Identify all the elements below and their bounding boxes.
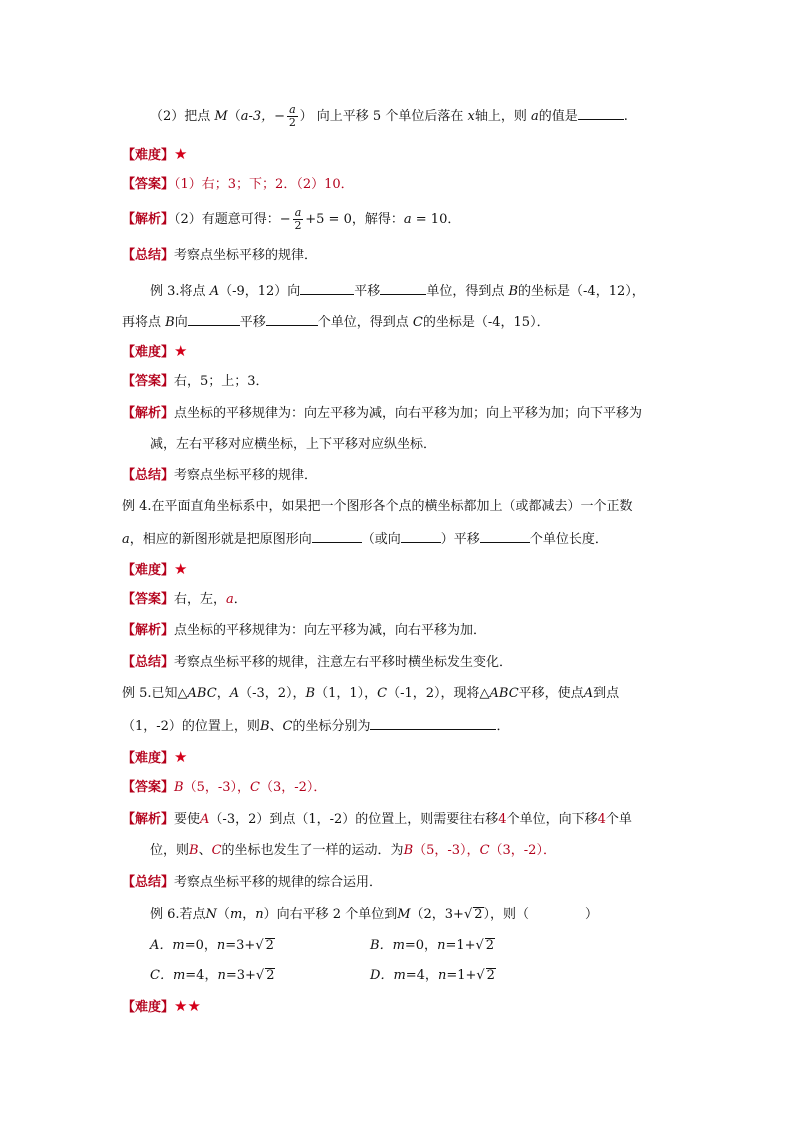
q2-analysis-lead: （2）有题意可得：	[174, 212, 280, 227]
answer-label: 【答案】	[122, 177, 175, 192]
ex5-an-k: （3，-2）．	[489, 843, 556, 858]
ex3-blank-2[interactable]	[380, 280, 426, 295]
q2-period: .	[623, 109, 628, 124]
ex3-text-g: 向	[174, 315, 188, 330]
option-m-value: =4，	[405, 968, 438, 983]
ex5-an-e: 4	[597, 812, 606, 827]
q2-answer-text: （1）右；3；下；2．（2）10．	[174, 177, 354, 192]
star-icon: ★	[174, 560, 188, 578]
ex3-text-b: （-9，12）向	[219, 284, 301, 299]
ex3-answer	[122, 372, 269, 392]
ex6-text-a: 例 6.若点	[150, 907, 206, 922]
ex6-point-m: M	[397, 907, 411, 922]
option-n-value: =1+	[445, 938, 476, 953]
option-m-value: =0，	[184, 938, 217, 953]
ex3-point-b: B	[508, 284, 519, 299]
ex5-an-j: （5，-3），	[413, 843, 480, 858]
ex5-an-point-b: B	[189, 843, 199, 858]
ex3-line2	[122, 311, 550, 331]
ex5-summary-text: 考察点坐标平移的规律的综合运用．	[174, 875, 383, 890]
ex4-line1	[122, 497, 633, 517]
option-m-value: =4，	[185, 968, 218, 983]
radical-icon: √	[476, 968, 485, 983]
option-n: n	[437, 968, 447, 983]
ex5-point-c2: C	[282, 719, 293, 734]
ex3-point-a: A	[209, 284, 220, 299]
star-icon: ★	[174, 145, 188, 163]
ex4-analysis-text: 点坐标的平移规律为：向左平移为减，向右平移为加．	[174, 623, 487, 638]
star-icon: ★★	[174, 997, 201, 1015]
ex5-answer	[122, 778, 326, 798]
difficulty-label: 【难度】	[122, 148, 175, 163]
analysis-label: 【解析】	[122, 812, 175, 827]
ex5-summary	[122, 873, 382, 893]
ex5-an-c: 4	[498, 812, 507, 827]
ex6-radicand: 2	[474, 907, 483, 922]
option-letter: B．	[370, 938, 393, 953]
ex4-text-b: ，相应的新图形就是把原图形向	[129, 532, 312, 547]
answer-label: 【答案】	[122, 374, 175, 389]
q2-paren-open: （	[227, 109, 241, 124]
summary-label: 【总结】	[122, 875, 175, 890]
q2-x-var: x	[467, 109, 475, 124]
ex3-analysis-2	[150, 435, 436, 455]
ex6-var-m: m	[229, 907, 243, 922]
radical-icon: √	[255, 938, 264, 953]
ex4-difficulty	[122, 559, 187, 579]
q2-coord-x: a-3，−	[240, 109, 286, 124]
radical-icon: √	[463, 907, 473, 922]
ex3-blank-1[interactable]	[300, 280, 354, 295]
radical-icon: √	[475, 938, 484, 953]
ex6-difficulty	[122, 996, 201, 1016]
option-letter: D．	[370, 968, 394, 983]
ex6-point-n: N	[205, 907, 217, 922]
ex5-point-c: C	[377, 686, 388, 701]
ex5-an-i: 的坐标也发生了一样的运动．为	[221, 843, 404, 858]
ex5-an-point-c: C	[211, 843, 222, 858]
ex4-line2	[122, 528, 608, 548]
summary-label: 【总结】	[122, 468, 175, 483]
ex6-option-c[interactable]	[150, 966, 275, 986]
ex6-option-d[interactable]	[370, 966, 496, 986]
ex5-point-a2: A	[583, 686, 594, 701]
option-letter: C．	[150, 968, 173, 983]
ex3-difficulty	[122, 341, 187, 361]
ex3-text-c: 平移	[354, 284, 381, 299]
q2-analysis-frac-den: 2	[294, 219, 302, 232]
ex5-an-h: 、	[198, 843, 212, 858]
ex4-answer	[122, 590, 247, 610]
answer-label: 【答案】	[122, 780, 175, 795]
ex6-text-e: （2，3+	[410, 907, 464, 922]
option-radicand: 2	[266, 968, 275, 983]
ex4-text-d: ）平移	[440, 532, 480, 547]
ex4-summary	[122, 653, 512, 673]
ex4-analysis	[122, 621, 486, 641]
ex3-text-f: 再将点	[122, 315, 162, 330]
ex5-analysis-2	[150, 841, 556, 861]
star-icon: ★	[174, 342, 188, 360]
ex5-point-a: A	[229, 686, 240, 701]
ex3-blank-3[interactable]	[188, 311, 240, 326]
ex3-point-b2: B	[165, 315, 175, 330]
ex6-text-g: ）	[585, 907, 599, 922]
ex5-text-d: （1，1），	[315, 686, 378, 701]
ex5-an-a: 要使	[174, 812, 201, 827]
ex5-an-b: （-3，2）到点（1，-2）的位置上，则需要往右移	[209, 812, 499, 827]
ex5-an-d: 个单位，向下移	[506, 812, 598, 827]
ex4-text-1: 例 4.在平面直角坐标系中，如果把一个图形各个点的横坐标都加上（或都减去）一个正数	[122, 499, 633, 514]
difficulty-label: 【难度】	[122, 1000, 175, 1015]
ex3-answer-text: 右，5；上；3．	[174, 374, 269, 389]
ex3-text-i: 个单位，得到点	[317, 315, 409, 330]
ex5-text-c: （-3，2），	[239, 686, 306, 701]
option-radicand: 2	[486, 968, 495, 983]
ex5-line1	[122, 684, 619, 704]
ex4-blank-2[interactable]	[401, 528, 441, 543]
q2-analysis-result: = 10．	[411, 212, 461, 227]
ex5-text-f: 平移，使点	[518, 686, 584, 701]
ex5-point-b2: B	[259, 719, 270, 734]
difficulty-label: 【难度】	[122, 345, 175, 360]
ex3-text-e: 的坐标是（-4，12），	[518, 284, 645, 299]
option-m: m	[172, 968, 186, 983]
ex4-answer-b: a	[226, 592, 234, 607]
q2-analysis-a: a	[403, 212, 412, 227]
q2-prefix: （2）把点	[150, 109, 211, 124]
option-m: m	[172, 938, 185, 953]
ex4-answer-a: 右，左，	[174, 592, 227, 607]
option-radicand: 2	[485, 938, 495, 953]
q2-fraction	[287, 104, 298, 129]
ex5-text-a: 例 5.已知△	[122, 686, 188, 701]
ex5-difficulty	[122, 747, 187, 767]
ex5-text-j: 的坐标分别为	[292, 719, 371, 734]
summary-label: 【总结】	[122, 248, 175, 263]
option-n-value: =3+	[225, 968, 256, 983]
ex3-analysis-1	[122, 404, 642, 424]
ex6-text-d: ）向右平移 2 个单位到	[263, 907, 398, 922]
ex3-analysis-text-1: 点坐标的平移规律为：向左平移为减，向右平移为加；向上平移为加；向下平移为	[174, 406, 643, 421]
ex5-triangle: ABC	[187, 686, 217, 701]
ex5-an-f: 个单	[605, 812, 632, 827]
ex5-text-h: （1，-2）的位置上，则	[122, 719, 260, 734]
q2-a-var: a	[530, 109, 539, 124]
difficulty-label: 【难度】	[122, 751, 175, 766]
radical-icon: √	[255, 968, 265, 983]
ex4-blank-3[interactable]	[480, 528, 530, 543]
ex5-analysis-1	[122, 810, 632, 830]
q2-frac-den: 2	[288, 116, 296, 129]
ex6-option-b[interactable]	[370, 936, 495, 956]
ex5-text-i: 、	[269, 719, 283, 734]
ex5-answer-2: （3，-2）．	[259, 780, 327, 795]
q2-analysis-fraction	[293, 207, 304, 232]
option-letter: A．	[150, 938, 173, 953]
answer-label: 【答案】	[122, 592, 175, 607]
ex3-text-h: 平移	[239, 315, 266, 330]
q2-paren-close: ）	[299, 109, 313, 124]
q2-difficulty	[122, 144, 187, 164]
ex3-text-d: 单位，得到点	[426, 284, 505, 299]
ex4-answer-c: ．	[233, 592, 247, 607]
ex5-line2	[122, 715, 510, 735]
option-m-value: =0，	[404, 938, 438, 953]
ex5-answer-b: B	[174, 780, 184, 795]
ex4-summary-text: 考察点坐标平移的规律，注意左右平移时横坐标发生变化．	[174, 655, 513, 670]
ex5-an-g: 位，则	[150, 843, 190, 858]
analysis-label: 【解析】	[122, 212, 175, 227]
ex6-option-a[interactable]	[150, 936, 275, 956]
ex4-text-e: 个单位长度．	[529, 532, 608, 547]
ex5-answer-1: （5，-3），	[183, 780, 251, 795]
ex3-analysis-text-2: 减，左右平移对应横坐标，上下平移对应纵坐标．	[150, 437, 437, 452]
option-m: m	[393, 968, 406, 983]
ex6-text-f: ），则（	[483, 907, 530, 922]
ex6-text-b: （	[216, 907, 230, 922]
q2-analysis-eq: +5 = 0	[305, 212, 352, 227]
ex5-blank[interactable]	[370, 715, 496, 730]
q2-answer-blank[interactable]	[578, 105, 624, 120]
option-radicand: 2	[265, 938, 274, 953]
q2-answer	[122, 175, 354, 195]
option-n: n	[437, 938, 446, 953]
q2-summary	[122, 246, 317, 266]
ex5-triangle-2: ABC	[489, 686, 519, 701]
q2-frac-num: a	[289, 103, 296, 116]
ex4-text-c: （或向	[361, 532, 401, 547]
ex5-an-point-b2: B	[403, 843, 414, 858]
option-n: n	[217, 968, 226, 983]
ex6-text-c: ，	[242, 907, 256, 922]
difficulty-label: 【难度】	[122, 563, 175, 578]
ex5-text-g: 到点	[593, 686, 620, 701]
ex5-text-k: ．	[496, 719, 510, 734]
ex4-blank-1[interactable]	[312, 528, 362, 543]
q2-analysis	[122, 206, 461, 232]
ex5-text-b: ，	[216, 686, 230, 701]
q2-text-end: 的值是	[538, 109, 578, 124]
analysis-label: 【解析】	[122, 623, 175, 638]
ex5-answer-c: C	[250, 780, 260, 795]
ex3-point-c: C	[412, 315, 423, 330]
q2-analysis-minus: −	[279, 212, 291, 227]
q2-analysis-frac-num: a	[294, 206, 302, 219]
option-n-value: =1+	[446, 968, 477, 983]
ex3-text-a: 例 3.将点	[150, 284, 206, 299]
ex5-point-b: B	[305, 686, 316, 701]
q2-point-label: M	[214, 109, 228, 124]
q2-text-mid: 向上平移 5 个单位后落在	[316, 109, 464, 124]
q2-analysis-solve: ，解得：	[351, 212, 404, 227]
q2-text-mid2: 轴上，则	[474, 109, 527, 124]
option-n-value: =3+	[225, 938, 256, 953]
q2-stem	[150, 103, 628, 129]
option-n: n	[216, 938, 226, 953]
analysis-label: 【解析】	[122, 406, 175, 421]
ex6-var-n: n	[255, 907, 264, 922]
ex4-a-var: a	[122, 532, 130, 547]
star-icon: ★	[174, 748, 188, 766]
ex3-summary-text: 考察点坐标平移的规律．	[174, 468, 318, 483]
q2-summary-text: 考察点坐标平移的规律．	[174, 248, 318, 263]
summary-label: 【总结】	[122, 655, 175, 670]
option-m: m	[392, 938, 405, 953]
ex3-text-j: 的坐标是（-4，15）．	[422, 315, 550, 330]
ex3-line1	[150, 280, 645, 300]
ex6-stem	[150, 905, 598, 925]
ex5-an-point-a: A	[200, 812, 210, 827]
ex5-an-point-c2: C	[479, 843, 490, 858]
ex3-blank-4[interactable]	[266, 311, 318, 326]
ex5-text-e: （-1，2），现将△	[387, 686, 490, 701]
ex3-summary	[122, 466, 317, 486]
